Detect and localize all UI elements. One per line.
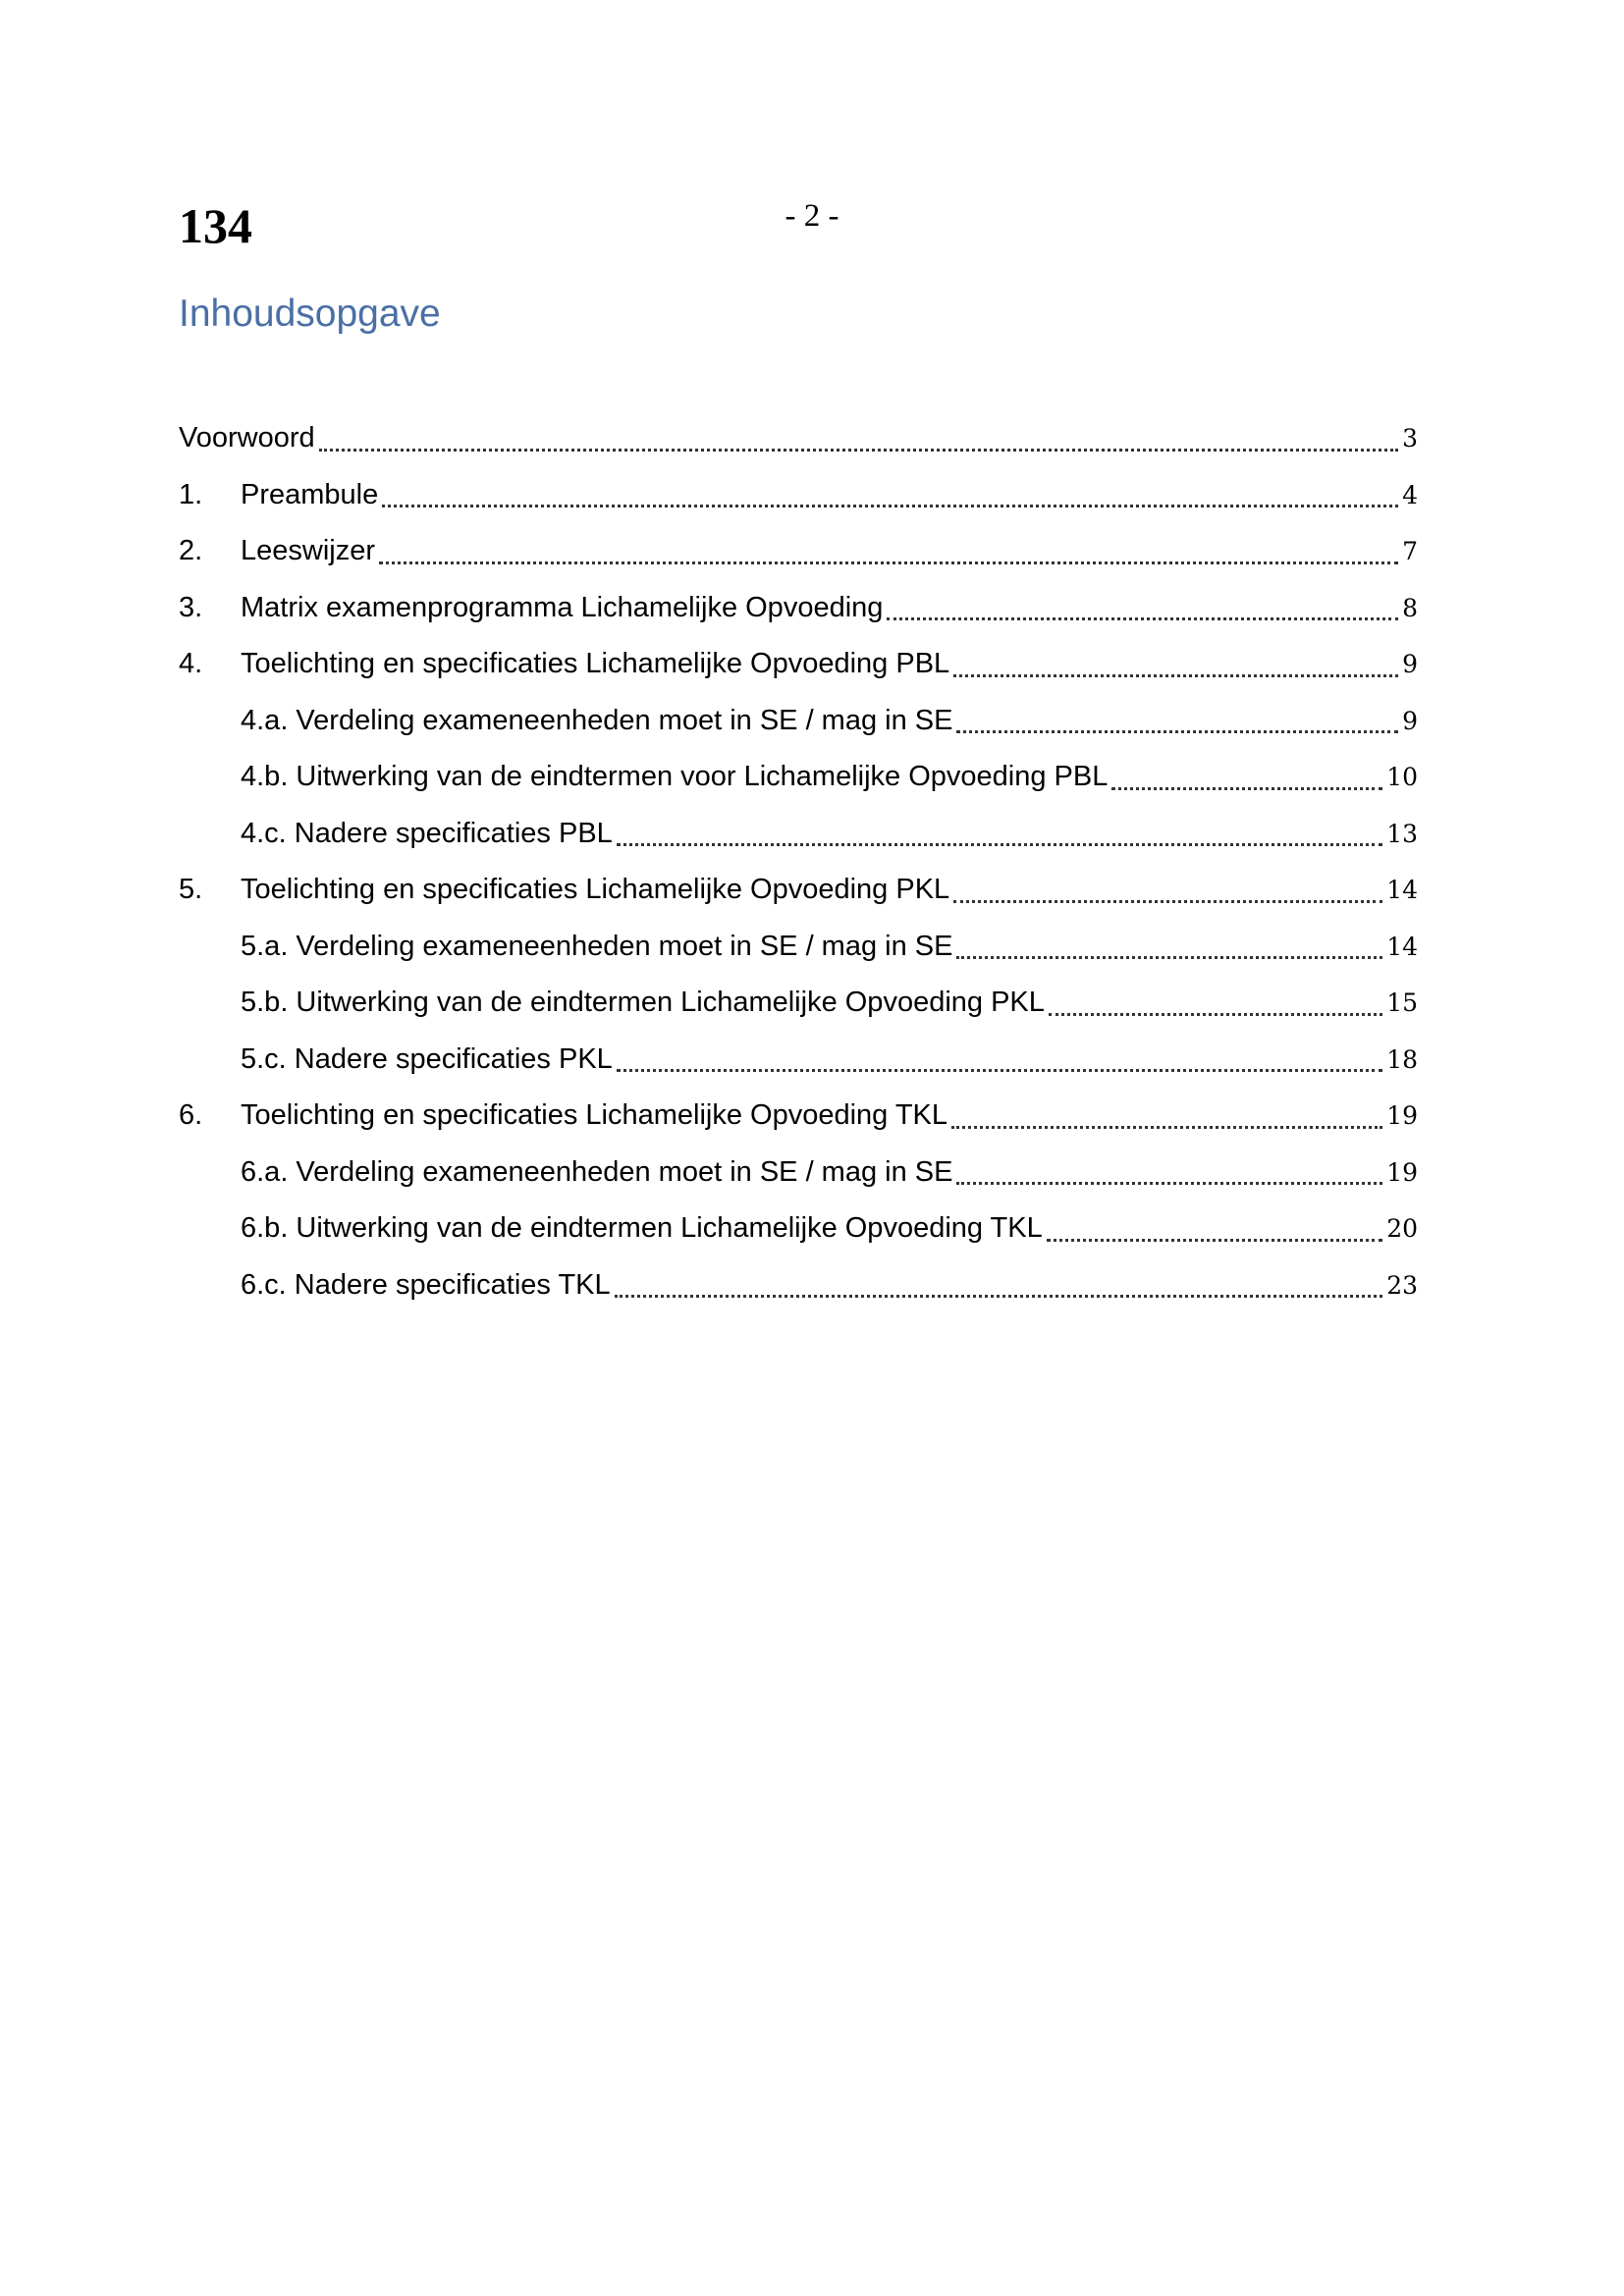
toc-dot-leader bbox=[382, 480, 1398, 509]
toc-dot-leader bbox=[1049, 988, 1382, 1018]
toc-dot-leader bbox=[956, 706, 1398, 735]
toc-entry-number: 5. bbox=[179, 874, 203, 906]
toc-entry-page: 23 bbox=[1386, 1270, 1418, 1300]
toc-entry[interactable] bbox=[179, 806, 1418, 863]
toc-entry[interactable] bbox=[179, 467, 1418, 524]
toc-entry-page: 7 bbox=[1402, 537, 1418, 566]
toc-entry-page: 10 bbox=[1386, 763, 1418, 792]
toc-title: Inhoudsopgave bbox=[179, 293, 441, 335]
table-of-contents bbox=[179, 410, 1418, 1313]
toc-entry[interactable] bbox=[179, 1145, 1418, 1201]
toc-entry[interactable] bbox=[179, 410, 1418, 467]
toc-dot-leader bbox=[956, 932, 1382, 961]
toc-entry-label: 5.c. Nadere specificaties PKL bbox=[241, 1042, 613, 1075]
toc-dot-leader bbox=[617, 819, 1382, 848]
toc-dot-leader bbox=[953, 650, 1398, 679]
toc-entry-label: 5.a. Verdeling exameneenheden moet in SE / mag in SE bbox=[241, 930, 953, 962]
toc-entry[interactable] bbox=[179, 1257, 1418, 1314]
document-number: 134 bbox=[179, 198, 252, 253]
toc-entry[interactable] bbox=[179, 749, 1418, 806]
toc-entry-number: 3. bbox=[179, 591, 203, 623]
toc-entry-page: 8 bbox=[1402, 593, 1418, 622]
toc-entry-page: 20 bbox=[1386, 1214, 1418, 1244]
toc-entry-page: 3 bbox=[1402, 424, 1418, 454]
toc-entry-number: 2. bbox=[179, 535, 203, 567]
toc-entry-label: Toelichting en specificaties Lichamelijke Opvoeding TKL bbox=[241, 1099, 948, 1132]
toc-entry-number: 1. bbox=[179, 478, 203, 510]
toc-entry-label: Preambule bbox=[241, 478, 379, 510]
toc-entry-page: 14 bbox=[1386, 876, 1418, 905]
toc-dot-leader bbox=[615, 1270, 1383, 1300]
toc-entry[interactable] bbox=[179, 523, 1418, 580]
toc-entry-number: 6. bbox=[179, 1099, 203, 1132]
toc-dot-leader bbox=[1111, 763, 1382, 792]
toc-entry-label: 4.c. Nadere specificaties PBL bbox=[241, 817, 613, 849]
toc-dot-leader bbox=[951, 1101, 1382, 1131]
toc-entry[interactable] bbox=[179, 1088, 1418, 1145]
toc-entry-page: 19 bbox=[1386, 1101, 1418, 1131]
toc-dot-leader bbox=[617, 1044, 1382, 1074]
toc-entry-page: 18 bbox=[1386, 1044, 1418, 1074]
toc-entry[interactable] bbox=[179, 1201, 1418, 1257]
toc-entry-number: 4. bbox=[179, 648, 203, 680]
toc-entry-label: Toelichting en specificaties Lichamelijke Opvoeding PKL bbox=[241, 874, 950, 906]
toc-entry-label: Matrix examenprogramma Lichamelijke Opvoeding bbox=[241, 591, 884, 623]
toc-entry-page: 4 bbox=[1402, 480, 1418, 509]
toc-entry[interactable] bbox=[179, 1032, 1418, 1089]
toc-entry[interactable] bbox=[179, 580, 1418, 637]
toc-entry-page: 14 bbox=[1386, 932, 1418, 961]
toc-entry-label: Toelichting en specificaties Lichamelijke Opvoeding PBL bbox=[241, 648, 950, 680]
toc-entry-label: 4.b. Uitwerking van de eindtermen voor Lichamelijke Opvoeding PBL bbox=[241, 761, 1109, 793]
toc-entry-label: 6.b. Uitwerking van de eindtermen Lichamelijke Opvoeding TKL bbox=[241, 1212, 1043, 1245]
toc-entry[interactable] bbox=[179, 693, 1418, 750]
toc-dot-leader bbox=[887, 593, 1398, 622]
toc-entry[interactable] bbox=[179, 975, 1418, 1032]
toc-dot-leader bbox=[1047, 1214, 1382, 1244]
toc-dot-leader bbox=[956, 1157, 1382, 1187]
toc-entry-label: Leeswijzer bbox=[241, 535, 375, 567]
toc-entry-page: 19 bbox=[1386, 1157, 1418, 1187]
toc-dot-leader bbox=[319, 424, 1398, 454]
toc-entry-label: Voorwoord bbox=[179, 422, 315, 454]
toc-entry-label: 4.a. Verdeling exameneenheden moet in SE / mag in SE bbox=[241, 704, 953, 736]
toc-entry[interactable] bbox=[179, 919, 1418, 976]
toc-entry-page: 9 bbox=[1402, 650, 1418, 679]
toc-entry-page: 13 bbox=[1386, 819, 1418, 848]
toc-dot-leader bbox=[953, 876, 1382, 905]
page-number: - 2 - bbox=[785, 198, 839, 234]
toc-entry-page: 15 bbox=[1386, 988, 1418, 1018]
toc-entry[interactable] bbox=[179, 636, 1418, 693]
toc-entry-page: 9 bbox=[1402, 706, 1418, 735]
toc-entry-label: 6.a. Verdeling exameneenheden moet in SE / mag in SE bbox=[241, 1155, 953, 1188]
toc-entry-label: 6.c. Nadere specificaties TKL bbox=[241, 1268, 611, 1301]
toc-entry-label: 5.b. Uitwerking van de eindtermen Lichamelijke Opvoeding PKL bbox=[241, 987, 1045, 1019]
toc-entry[interactable] bbox=[179, 862, 1418, 919]
toc-dot-leader bbox=[379, 537, 1398, 566]
